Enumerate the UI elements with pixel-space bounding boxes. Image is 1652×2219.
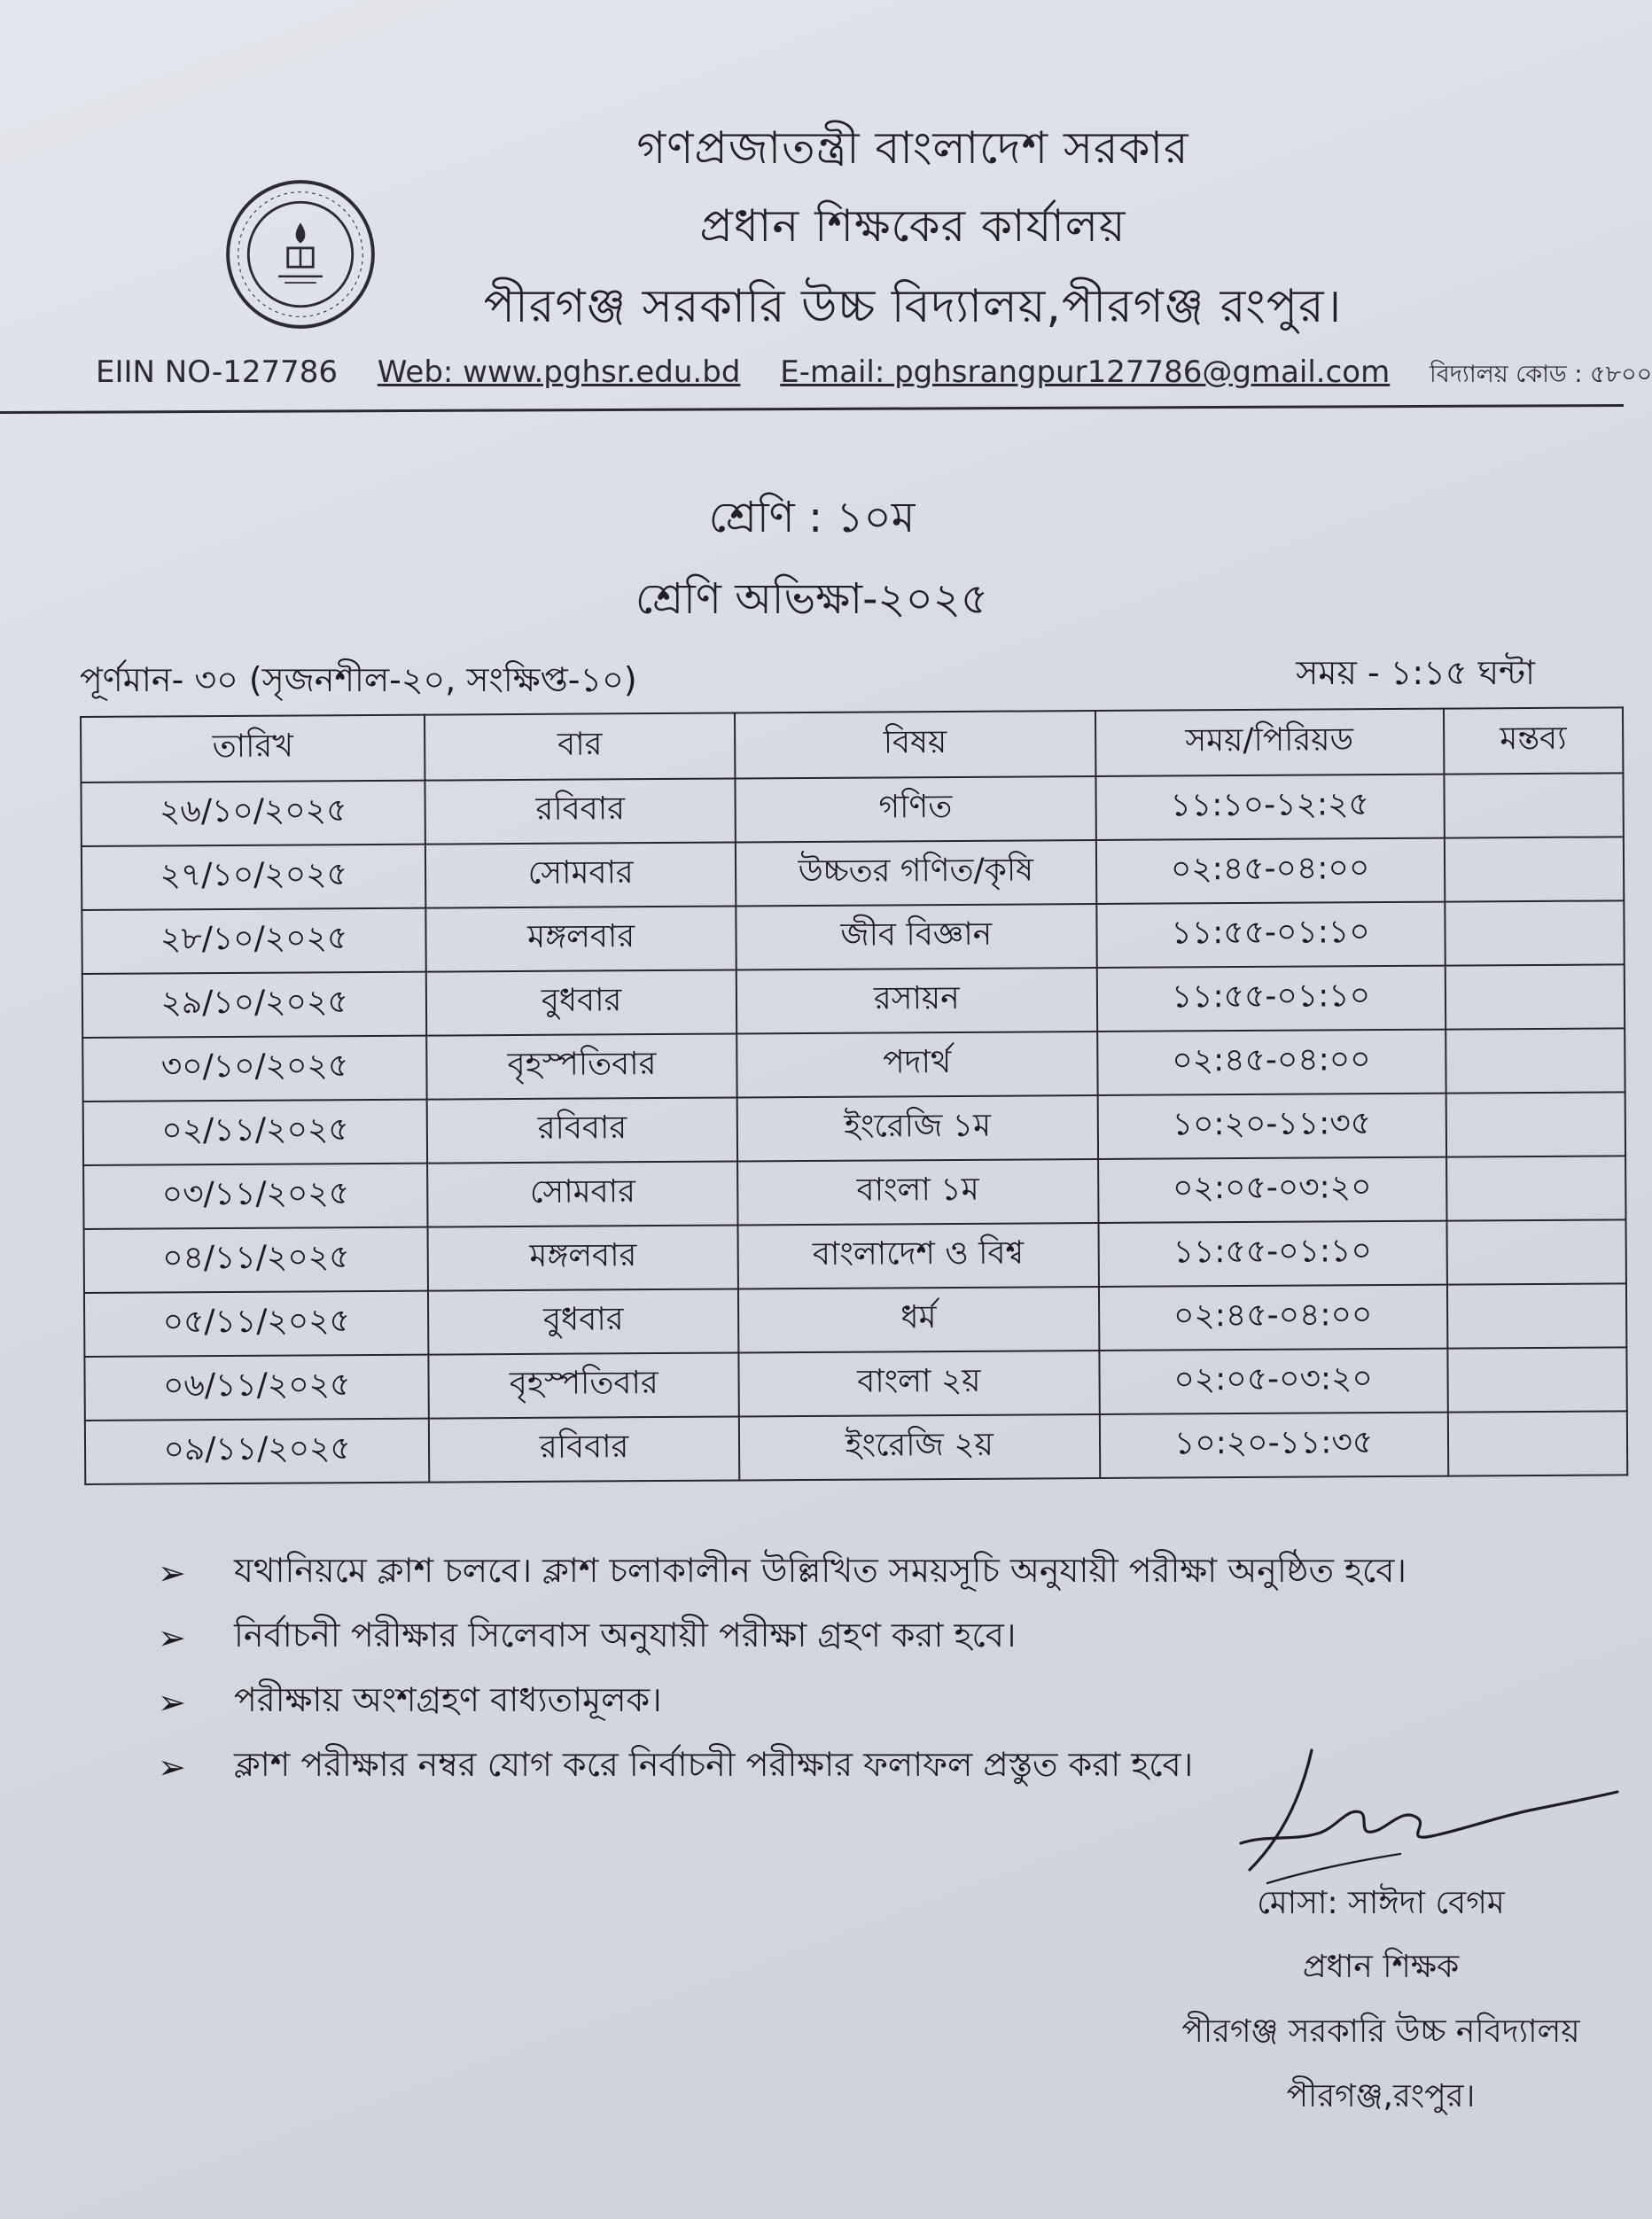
- cell-day: বৃহস্পতিবার: [429, 1352, 739, 1418]
- cell-remark: [1447, 1411, 1627, 1475]
- full-marks: পূর্ণমান- ৩০ (সৃজনশীল-২০, সংক্ষিপ্ত-১০): [80, 660, 637, 699]
- contact-line: [96, 354, 1652, 396]
- cell-subject: ইংরেজি ২য়: [739, 1414, 1100, 1480]
- cell-day: বুধবার: [428, 1289, 738, 1354]
- cell-date: ০৩/১১/২০২৫: [83, 1164, 428, 1229]
- cell-date: ২৯/১০/২০২৫: [82, 972, 427, 1038]
- school-code: বিদ্যালয় কোড : ৫৮০০: [1430, 361, 1652, 388]
- cell-date: ২৭/১০/২০২৫: [82, 845, 426, 910]
- header-divider: [0, 404, 1624, 414]
- cell-period: ১০:২০-১১:৩৫: [1099, 1413, 1447, 1478]
- instruction-text: ক্লাশ পরীক্ষার নম্বর যোগ করে নির্বাচনী পরীক্ষার ফলাফল প্রস্তুত করা হবে।: [234, 1744, 1194, 1784]
- table-row: [82, 837, 1624, 910]
- cell-date: ০২/১১/২০২৫: [83, 1100, 428, 1165]
- table-row: [83, 1156, 1625, 1229]
- cell-date: ০৫/১১/২০২৫: [84, 1291, 429, 1357]
- table-row: [81, 773, 1623, 846]
- cell-day: রবিবার: [427, 1097, 737, 1163]
- exam-routine-table: [80, 706, 1628, 1485]
- cell-subject: রসায়ন: [736, 968, 1097, 1033]
- cell-subject: জীব বিজ্ঞান: [736, 904, 1096, 969]
- cell-date: ০৪/১১/২০২৫: [84, 1227, 429, 1293]
- cell-day: রবিবার: [429, 1416, 739, 1482]
- cell-date: ০৯/১১/২০২৫: [85, 1419, 430, 1484]
- arrow-bullet-icon: ➢: [158, 1682, 186, 1722]
- cell-remark: [1446, 1219, 1626, 1284]
- cell-date: ২৬/১০/২০২৫: [81, 781, 425, 846]
- cell-date: ২৮/১০/২০২৫: [82, 908, 426, 974]
- cell-period: ১০:২০-১১:৩৫: [1097, 1094, 1446, 1159]
- table-row: [84, 1283, 1626, 1357]
- table-row: [84, 1347, 1626, 1421]
- cell-remark: [1445, 900, 1625, 965]
- cell-period: ০২:৪৫-০৪:০০: [1097, 1030, 1446, 1095]
- cell-subject: বাংলাদেশ ও বিশ্ব: [738, 1223, 1099, 1289]
- instruction-text: যথানিয়মে ক্লাশ চলবে। ক্লাশ চলাকালীন উল্লিখিত সময়সূচি অনুযায়ী পরীক্ষা অনুষ্ঠিত হবে।: [234, 1550, 1407, 1590]
- exam-duration: সময় - ১:১৫ ঘন্টা: [1296, 653, 1535, 692]
- cell-day: বৃহস্পতিবার: [426, 1033, 736, 1099]
- website-link[interactable]: Web: www.pghsr.edu.bd: [377, 354, 741, 390]
- signatory-location: পীরগঞ্জ,রংপুর।: [1286, 2078, 1476, 2114]
- cell-day: মঙ্গলবার: [426, 906, 736, 971]
- cell-remark: [1444, 837, 1624, 901]
- class-label: শ্রেণি : ১০ম: [708, 493, 916, 542]
- table-row: [84, 1219, 1626, 1293]
- arrow-bullet-icon: ➢: [158, 1617, 186, 1657]
- cell-subject: উচ্চতর গণিত/কৃষি: [736, 840, 1096, 906]
- instruction-text: পরীক্ষায় অংশগ্রহণ বাধ্যতামূলক।: [234, 1679, 662, 1719]
- signatory-designation: প্রধান শিক্ষক: [1302, 1949, 1460, 1985]
- table-row: [82, 1028, 1625, 1102]
- cell-period: ০২:৪৫-০৪:০০: [1099, 1285, 1447, 1351]
- cell-period: ০২:০৫-০৩:২০: [1099, 1349, 1447, 1414]
- letterhead-school: পীরগঞ্জ সরকারি উচ্চ বিদ্যালয়,পীরগঞ্জ রংপুর।: [483, 280, 1343, 333]
- table-header-row: [81, 707, 1623, 782]
- header-remark: মন্তব্য: [1443, 707, 1623, 774]
- table-row: [85, 1411, 1627, 1484]
- cell-date: ০৬/১১/২০২৫: [84, 1355, 429, 1421]
- cell-day: সোমবার: [427, 1161, 737, 1226]
- signatory-name: মোসা: সাঈদা বেগম: [1257, 1885, 1505, 1921]
- list-item: [158, 1540, 1407, 1605]
- exam-title: শ্রেণি অভিক্ষা-২০২৫: [635, 574, 989, 624]
- cell-date: ৩০/১০/২০২৫: [82, 1036, 427, 1102]
- cell-period: ০২:০৫-০৩:২০: [1098, 1157, 1446, 1223]
- cell-remark: [1445, 964, 1625, 1029]
- cell-remark: [1446, 1092, 1625, 1156]
- header-date: তারিখ: [81, 715, 425, 782]
- arrow-bullet-icon: ➢: [158, 1553, 186, 1592]
- cell-subject: পদার্থ: [736, 1032, 1097, 1097]
- cell-period: ০২:৪৫-০৪:০০: [1095, 838, 1444, 904]
- arrow-bullet-icon: ➢: [158, 1747, 186, 1787]
- cell-day: মঙ্গলবার: [428, 1225, 738, 1290]
- cell-subject: ধর্ম: [738, 1287, 1099, 1352]
- cell-subject: ইংরেজি ১ম: [737, 1095, 1098, 1161]
- table-row: [82, 964, 1625, 1038]
- cell-period: ১১:৫৫-০১:১০: [1096, 966, 1445, 1032]
- cell-day: বুধবার: [426, 969, 736, 1035]
- cell-remark: [1446, 1028, 1625, 1093]
- cell-subject: বাংলা ২য়: [738, 1351, 1099, 1416]
- header-subject: বিষয়: [735, 711, 1095, 778]
- list-item: [158, 1605, 1407, 1670]
- table-row: [83, 1092, 1625, 1165]
- cell-subject: বাংলা ১ম: [737, 1159, 1098, 1225]
- header-day: বার: [425, 712, 735, 780]
- email-link[interactable]: E-mail: pghsrangpur127786@gmail.com: [780, 354, 1391, 390]
- header-period: সময়/পিরিয়ড: [1095, 709, 1444, 776]
- cell-period: ১১:৫৫-০১:১০: [1098, 1221, 1446, 1287]
- cell-day: রবিবার: [425, 778, 736, 844]
- eiin-number: EIIN NO-127786: [96, 354, 338, 390]
- cell-remark: [1447, 1347, 1627, 1412]
- cell-day: সোমবার: [425, 842, 736, 907]
- cell-period: ১১:১০-১২:২৫: [1095, 775, 1444, 840]
- signature-icon: [1214, 1737, 1622, 1896]
- signatory-school: পীরগঞ্জ সরকারি উচ্চ নবিদ্যালয়: [1181, 2013, 1580, 2050]
- cell-remark: [1446, 1283, 1626, 1348]
- list-item: [158, 1670, 1407, 1734]
- cell-subject: গণিত: [736, 776, 1096, 842]
- letterhead-office: প্রধান শিক্ষকের কার্যালয়: [699, 200, 1126, 252]
- cell-period: ১১:৫৫-০১:১০: [1096, 902, 1445, 968]
- cell-remark: [1444, 773, 1624, 837]
- table-row: [82, 900, 1624, 974]
- letterhead-government: গণপ্রজাতন্ত্রী বাংলাদেশ সরকার: [636, 122, 1189, 174]
- cell-remark: [1446, 1156, 1626, 1220]
- instruction-text: নির্বাচনী পরীক্ষার সিলেবাস অনুযায়ী পরীক্ষা গ্রহণ করা হবে।: [234, 1615, 1017, 1655]
